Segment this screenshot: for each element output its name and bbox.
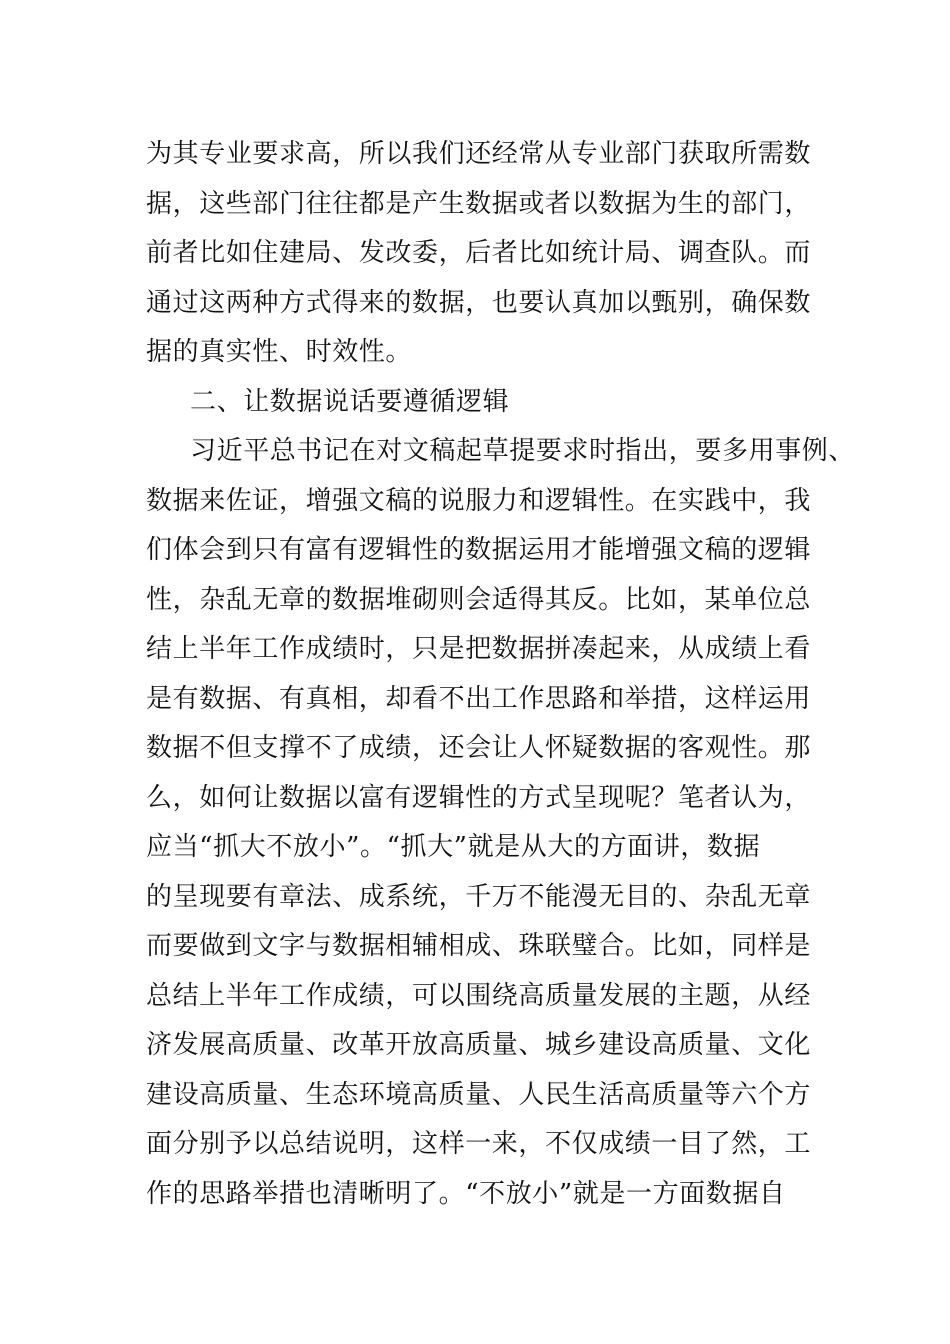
- text-line: 前者比如住建局、发改委，后者比如统计局、调查队。而: [146, 238, 812, 268]
- text-line: 据的真实性、时效性。: [146, 337, 413, 367]
- paragraph-line: 性，杂乱无章的数据堆砌则会适得其反。比如，某单位总: [146, 584, 812, 615]
- paragraph-line: 是有数据、有真相，却看不出工作思路和举措，这样运用: [146, 683, 812, 714]
- paragraph-line: 总结上半年工作成绩，可以围绕高质量发展的主题，从经: [146, 980, 812, 1011]
- paragraph-line: 数据来佐证，增强文稿的说服力和逻辑性。在实践中，我: [146, 485, 812, 516]
- paragraph-line: 应当“抓大不放小”。“抓大”就是从大的方面讲，数据: [146, 832, 761, 862]
- paragraph-line: 而要做到文字与数据相辅相成、珠联璧合。比如，同样是: [146, 931, 812, 961]
- document-body: [146, 130, 856, 1219]
- paragraph-first-line: 习近平总书记在对文稿起草提要求时指出，要多用事例、: [190, 436, 856, 466]
- text-line: 据，这些部门往往都是产生数据或者以数据为生的部门，: [146, 188, 812, 219]
- text-line: 为其专业要求高，所以我们还经常从专业部门获取所需数: [146, 139, 812, 169]
- paragraph-line: 面分别予以总结说明，这样一来，不仅成绩一目了然，工: [146, 1129, 812, 1159]
- paragraph-line: 济发展高质量、改革开放高质量、城乡建设高质量、文化: [146, 1030, 812, 1060]
- paragraph-line: 的呈现要有章法、成系统，千万不能漫无目的、杂乱无章: [146, 881, 812, 912]
- text-line: 通过这两种方式得来的数据，也要认真加以甄别，确保数: [146, 287, 812, 318]
- paragraph-line: 建设高质量、生态环境高质量、人民生活高质量等六个方: [146, 1079, 812, 1110]
- paragraph-line: 们体会到只有富有逻辑性的数据运用才能增强文稿的逻辑: [146, 535, 812, 565]
- section-heading: 二、让数据说话要遵循逻辑: [190, 386, 510, 417]
- paragraph-line: 作的思路举措也清晰明了。“不放小”就是一方面数据自: [146, 1178, 786, 1209]
- paragraph-line: 结上半年工作成绩时，只是把数据拼凑起来，从成绩上看: [146, 634, 812, 664]
- paragraph-line: 数据不但支撑不了成绩，还会让人怀疑数据的客观性。那: [146, 733, 812, 763]
- paragraph-line: 么，如何让数据以富有逻辑性的方式呈现呢？笔者认为，: [146, 782, 812, 813]
